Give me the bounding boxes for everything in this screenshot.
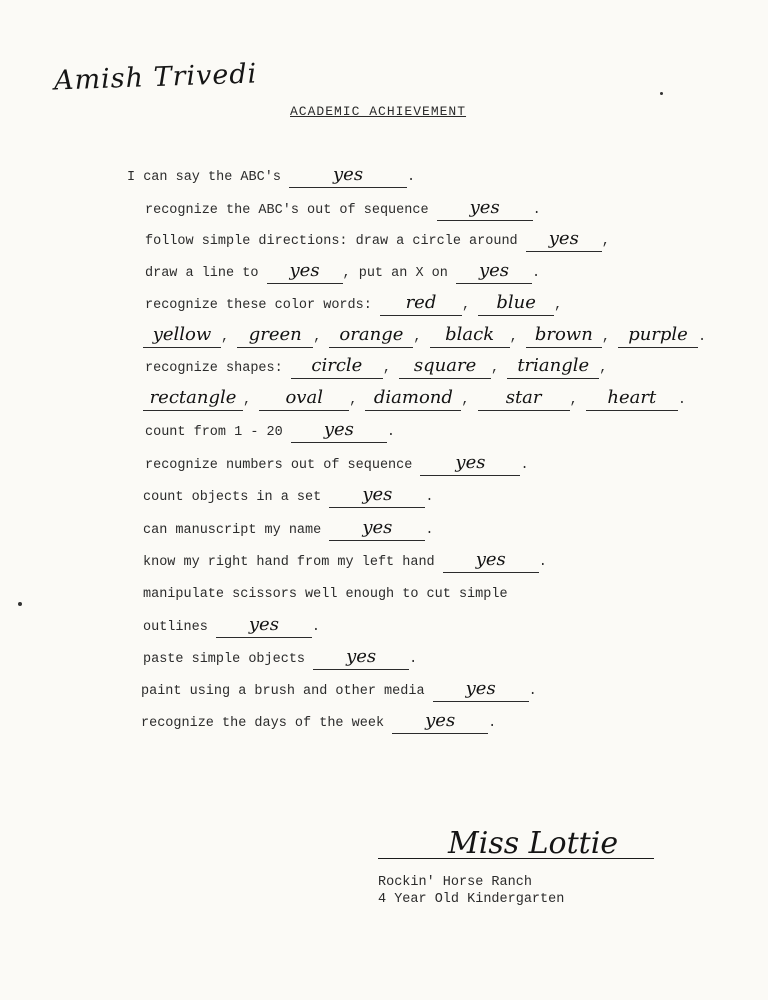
answer-blank bbox=[380, 292, 462, 316]
row-colors-continued: yellow , green , orange , black , brown , purple . bbox=[143, 327, 706, 348]
row-punct: . bbox=[531, 266, 541, 281]
row-color-words: recognize these color words: red , blue , bbox=[145, 295, 562, 316]
row-label: count objects in a set bbox=[143, 490, 322, 505]
school-name: Rockin' Horse Ranch bbox=[378, 875, 532, 890]
answer-text: yes bbox=[289, 260, 320, 281]
row-label: paste simple objects bbox=[143, 652, 306, 667]
paper-speck bbox=[18, 602, 22, 606]
answer-text: yes bbox=[333, 164, 364, 185]
row-punct: . bbox=[538, 555, 547, 570]
answer-text: diamond bbox=[373, 387, 453, 408]
answer-text: yellow bbox=[152, 324, 212, 345]
answer-text: blue bbox=[496, 292, 536, 313]
answer-text: star bbox=[505, 387, 542, 408]
answer-text: heart bbox=[607, 387, 657, 408]
answer-text: yes bbox=[362, 484, 393, 505]
answer-blank bbox=[456, 260, 532, 284]
row-punct: . bbox=[698, 330, 707, 345]
answer-blank bbox=[291, 419, 387, 443]
row-scissors bbox=[143, 585, 508, 605]
answer-text: yes bbox=[323, 419, 354, 440]
answer-blank bbox=[399, 355, 491, 379]
answer-blank bbox=[267, 260, 343, 284]
row-label: follow simple directions: draw a circle around bbox=[145, 234, 518, 249]
answer-text: oval bbox=[285, 387, 323, 408]
answer-blank bbox=[291, 355, 383, 379]
row-numbers-sequence bbox=[145, 452, 529, 476]
answer-text: black bbox=[445, 324, 495, 345]
answer-text: green bbox=[248, 324, 302, 345]
row-punct: . bbox=[409, 652, 418, 667]
answer-blank bbox=[392, 710, 488, 734]
school-info bbox=[378, 874, 564, 908]
row-shapes: recognize shapes: circle , square , triangle , bbox=[145, 358, 607, 379]
row-manuscript-name bbox=[143, 517, 434, 541]
row-label: recognize numbers out of sequence bbox=[145, 458, 413, 473]
answer-text: yes bbox=[475, 549, 506, 570]
answer-text: yes bbox=[469, 197, 500, 218]
student-name: Amish Trivedi bbox=[53, 58, 258, 97]
row-label: count from 1 - 20 bbox=[145, 425, 283, 440]
answer-text: orange bbox=[339, 324, 404, 345]
row-right-left-hand bbox=[143, 549, 547, 573]
row-label: recognize shapes: bbox=[145, 361, 283, 376]
answer-text: yes bbox=[455, 452, 486, 473]
answer-blank bbox=[526, 324, 602, 348]
answer-text: yes bbox=[248, 614, 279, 635]
row-outlines bbox=[143, 614, 321, 638]
row-label: outlines bbox=[143, 620, 208, 635]
row-label: recognize the days of the week bbox=[141, 716, 385, 731]
answer-blank bbox=[259, 387, 349, 411]
row-punct: . bbox=[311, 620, 321, 635]
row-punct: , bbox=[599, 361, 608, 376]
teacher-signature: Miss Lottie bbox=[448, 826, 619, 861]
answer-blank bbox=[443, 549, 539, 573]
answer-blank bbox=[329, 324, 413, 348]
row-label: paint using a brush and other media bbox=[141, 684, 425, 699]
answer-text: yes bbox=[362, 517, 393, 538]
answer-text: triangle bbox=[517, 355, 590, 376]
answer-blank bbox=[526, 228, 602, 252]
answer-text: yes bbox=[465, 678, 496, 699]
row-paint bbox=[141, 678, 537, 702]
row-label: draw a line to bbox=[145, 266, 259, 281]
answer-blank bbox=[433, 678, 529, 702]
row-punct: . bbox=[425, 490, 434, 505]
answer-text: yes bbox=[548, 228, 579, 249]
row-punct: . bbox=[520, 458, 529, 473]
answer-blank bbox=[618, 324, 698, 348]
row-draw-line bbox=[145, 260, 541, 284]
answer-blank bbox=[329, 484, 425, 508]
answer-blank bbox=[437, 197, 533, 221]
row-punct: , bbox=[554, 298, 563, 313]
row-abc bbox=[127, 164, 416, 188]
answer-blank bbox=[143, 324, 221, 348]
answer-text: rectangle bbox=[149, 387, 237, 408]
answer-blank bbox=[586, 387, 678, 411]
answer-blank bbox=[329, 517, 425, 541]
document-title: ACADEMIC ACHIEVEMENT bbox=[290, 104, 467, 119]
answer-text: yes bbox=[346, 646, 377, 667]
answer-text: purple bbox=[628, 324, 688, 345]
answer-text: yes bbox=[425, 710, 456, 731]
row-mid-text: , put an X on bbox=[342, 266, 448, 281]
answer-blank bbox=[430, 324, 510, 348]
row-abc-sequence bbox=[145, 197, 541, 221]
answer-text: brown bbox=[534, 324, 593, 345]
answer-text: yes bbox=[478, 260, 509, 281]
answer-blank bbox=[365, 387, 461, 411]
paper-speck bbox=[660, 92, 663, 95]
row-label: know my right hand from my left hand bbox=[143, 555, 435, 570]
row-punct: , bbox=[601, 234, 610, 249]
row-days-of-week bbox=[141, 710, 497, 734]
row-shapes-continued: rectangle , oval , diamond , star , heart . bbox=[143, 390, 686, 411]
class-name: 4 Year Old Kindergarten bbox=[378, 892, 565, 907]
row-punct: . bbox=[425, 523, 434, 538]
row-paste bbox=[143, 646, 418, 670]
row-punct: . bbox=[532, 203, 541, 218]
answer-blank bbox=[478, 292, 554, 316]
row-label: recognize these color words: bbox=[145, 298, 372, 313]
row-label: can manuscript my name bbox=[143, 523, 322, 538]
answer-blank bbox=[143, 387, 243, 411]
row-punct: . bbox=[386, 425, 395, 440]
row-punct: . bbox=[488, 716, 497, 731]
row-follow-directions bbox=[145, 228, 610, 252]
answer-blank bbox=[313, 646, 409, 670]
row-count-objects bbox=[143, 484, 434, 508]
answer-blank bbox=[216, 614, 312, 638]
answer-blank bbox=[478, 387, 570, 411]
answer-text: square bbox=[413, 355, 477, 376]
answer-blank bbox=[420, 452, 520, 476]
row-label: manipulate scissors well enough to cut simple bbox=[143, 587, 508, 602]
answer-blank bbox=[507, 355, 599, 379]
row-punct: . bbox=[528, 684, 537, 699]
row-label: recognize the ABC's out of sequence bbox=[145, 203, 429, 218]
row-punct: . bbox=[407, 170, 416, 185]
answer-blank bbox=[237, 324, 313, 348]
row-label: I can say the ABC's bbox=[127, 170, 281, 185]
answer-text: red bbox=[405, 292, 437, 313]
answer-blank bbox=[289, 164, 407, 188]
signature-line bbox=[378, 858, 654, 859]
row-count bbox=[145, 419, 395, 443]
row-punct: . bbox=[677, 393, 686, 408]
answer-text: circle bbox=[311, 355, 363, 376]
